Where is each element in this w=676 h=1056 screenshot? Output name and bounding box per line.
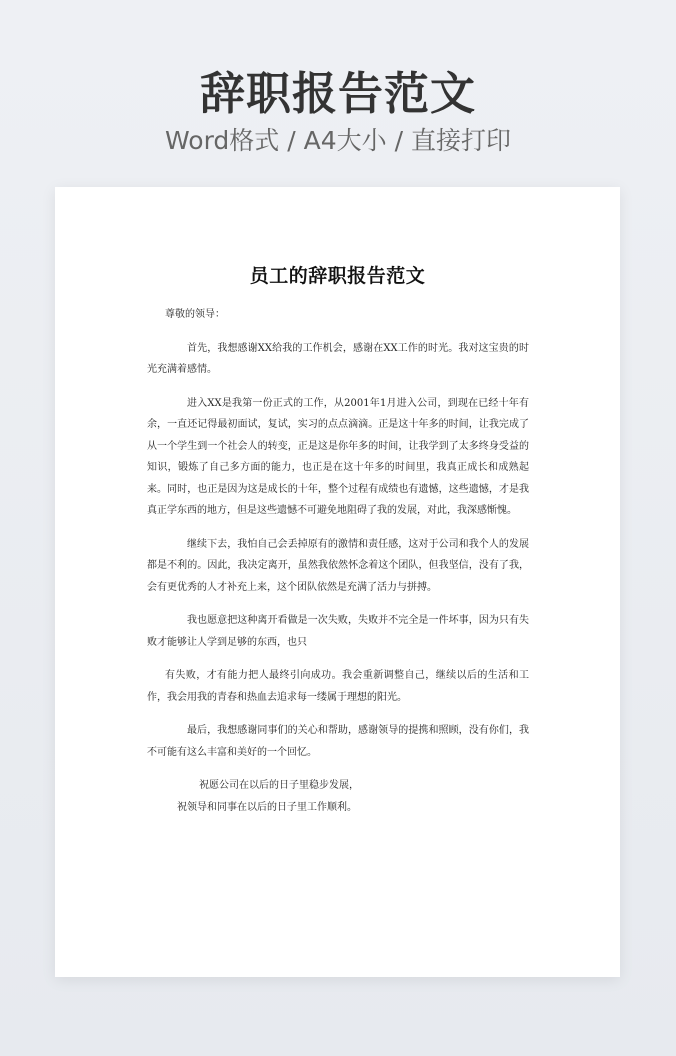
page-header — [0, 62, 676, 159]
paragraph-decision: 继续下去，我怕自己会丢掉原有的激情和责任感，这对于公司和我个人的发展都是不利的。因此，我决定离开，虽然我依然怀念着这个团队，但我坚信，没有了我，会有更优秀的人才补充上来，这个团队依然是充满了活力与拼搏。 — [147, 538, 529, 593]
page-subtitle: Word格式 / A4大小 / 直接打印 — [165, 126, 511, 155]
closing-line-company: 祝愿公司在以后的日子里稳步发展， — [199, 780, 359, 791]
page-title: 辞职报告范文 — [199, 67, 476, 120]
closing-line-colleagues: 祝领导和同事在以后的日子里工作顺利。 — [177, 801, 357, 813]
document-page — [55, 187, 620, 977]
document-title: 员工的辞职报告范文 — [249, 265, 426, 287]
paragraph-history: 进入XX是我第一份正式的工作，从2001年1月进入公司，到现在已经十年有余，一直还记得最初面试，复试，实习的点点滴滴。正是这十年多的时间，让我完成了从一个学生到一个社会人的转变，正是这是你年多的时间，让我学到了太多终身受益的知识，锻炼了自己多方面的能力，也正是在这十年多的时间里，我真正成长和成熟起来。同时，也正是因为这是成长的十年，整个过程有成绩也有遗憾，这些遗憾，才是我真正学东西的地方，但是这些遗憾不可避免地阻碍了我的发展，对此，我深感惭愧。 — [147, 397, 529, 516]
document-body — [147, 304, 529, 818]
paragraph-thanks: 首先，我想感谢XX给我的工作机会，感谢在XX工作的时光。我对这宝贵的时光充满着感情。 — [147, 342, 529, 375]
paragraph-failure: 我也愿意把这种离开看做是一次失败，失败并不完全是一件坏事，因为只有失败才能够让人学到足够的东西，也只 — [147, 615, 529, 648]
paragraph-gratitude: 最后，我想感谢同事们的关心和帮助，感谢领导的提携和照顾，没有你们，我不可能有这么丰富和美好的一个回忆。 — [147, 725, 529, 758]
salutation: 尊敬的领导： — [165, 309, 225, 320]
paragraph-success: 有失败，才有能力把人最终引向成功。我会重新调整自己，继续以后的生活和工作，我会用我的青春和热血去追求每一缕属于理想的阳光。 — [147, 670, 529, 703]
